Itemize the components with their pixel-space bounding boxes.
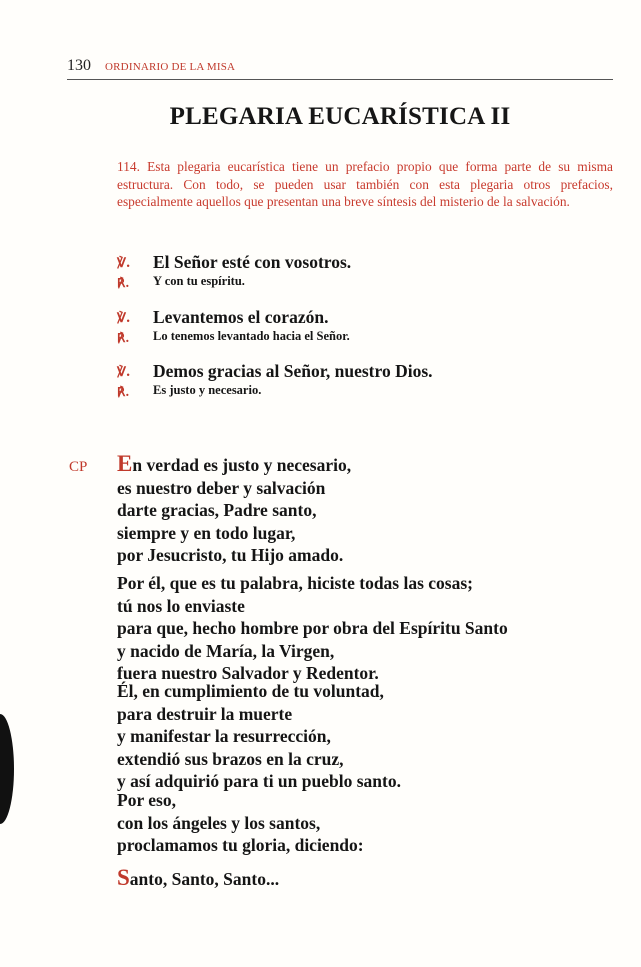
response-text: Lo tenemos levantado hacia el Señor.	[153, 329, 350, 343]
versicle-symbol: ℣.	[117, 365, 131, 380]
text-line: tú nos lo enviaste	[117, 595, 245, 616]
text-line: por Jesucristo, tu Hijo amado.	[117, 545, 344, 566]
response-line	[117, 383, 613, 405]
versicle-symbol: ℣.	[117, 311, 131, 326]
response-line	[117, 274, 613, 296]
response-symbol: ℟.	[117, 385, 130, 399]
response-symbol: ℟.	[117, 331, 130, 345]
dialog-block-3	[117, 361, 613, 405]
text-line: Él, en cumplimiento de tu voluntad,	[117, 681, 384, 701]
versicle-text: El Señor esté con vosotros.	[153, 252, 352, 272]
text-line: y manifestar la resurrección,	[117, 726, 331, 747]
text-line: Por eso,	[117, 790, 176, 810]
versicle-line	[117, 307, 613, 329]
preface-paragraph-3	[117, 680, 613, 793]
response-line	[117, 329, 613, 351]
section-label: ORDINARIO DE LA MISA	[105, 61, 236, 73]
page-edge-shadow	[0, 714, 14, 824]
text-line: siempre y en todo lugar,	[117, 522, 296, 543]
celebrant-label: CP	[69, 459, 88, 475]
text-line: y así adquirió para ti un pueblo santo.	[117, 771, 401, 792]
rubric-paragraph: 114. Esta plegaria eucarística tiene un prefacio propio que forma parte de su misma estructura. Con todo, se pueden usar también con esta plegaria otros prefacios, especialmente aquellos que presentan una breve síntesis del misterio de la salvación.	[117, 159, 613, 209]
preface-paragraph-4	[117, 789, 613, 857]
text-line: para que, hecho hombre por obra del Espíritu Santo	[117, 618, 508, 639]
text-line: Santo, Santo, Santo...	[117, 865, 280, 890]
drop-cap: E	[117, 451, 133, 476]
text-line: darte gracias, Padre santo,	[117, 500, 317, 521]
drop-cap: S	[117, 865, 130, 890]
text-line: para destruir la muerte	[117, 703, 293, 724]
response-text: Es justo y necesario.	[153, 383, 262, 397]
text-line: En verdad es justo y necesario,	[117, 451, 352, 476]
versicle-text: Levantemos el corazón.	[153, 307, 329, 327]
text-line: y nacido de María, la Virgen,	[117, 640, 335, 661]
page-number: 130	[67, 57, 91, 74]
response-text: Y con tu espíritu.	[153, 274, 245, 288]
text-line: fuera nuestro Salvador y Redentor.	[117, 663, 379, 684]
dialog-block-1	[117, 252, 613, 296]
versicle-line	[117, 361, 613, 383]
sanctus-line	[117, 867, 613, 891]
preface-paragraph-2	[117, 572, 613, 685]
preface-paragraph-1	[117, 453, 613, 567]
text-line: con los ángeles y los santos,	[117, 812, 321, 833]
page-title: PLEGARIA EUCARÍSTICA II	[169, 103, 511, 130]
versicle-text: Demos gracias al Señor, nuestro Dios.	[153, 361, 433, 381]
text-line: proclamamos tu gloria, diciendo:	[117, 835, 364, 856]
dialog-block-2	[117, 307, 613, 351]
text-line: es nuestro deber y salvación	[117, 477, 326, 498]
response-symbol: ℟.	[117, 276, 130, 290]
versicle-line	[117, 252, 613, 274]
text-line: extendió sus brazos en la cruz,	[117, 748, 344, 769]
versicle-symbol: ℣.	[117, 256, 131, 271]
text-line: Por él, que es tu palabra, hiciste todas las cosas;	[117, 573, 473, 593]
running-head	[67, 57, 613, 80]
